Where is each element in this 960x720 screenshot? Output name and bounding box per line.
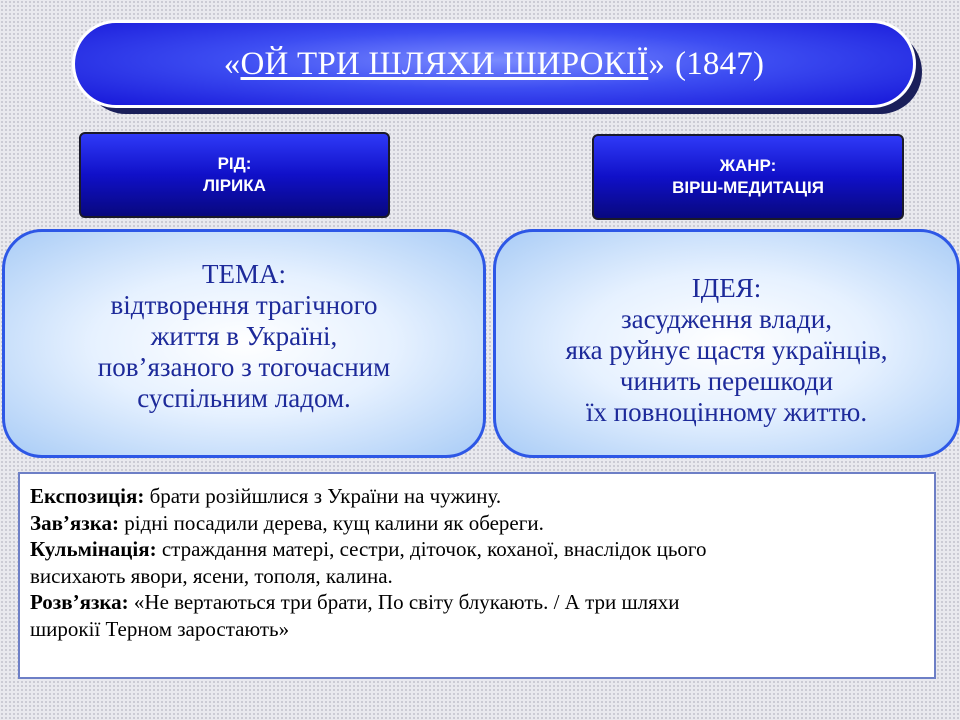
genus-label: РІД: — [217, 154, 252, 173]
climax-term: Кульмінація: — [30, 537, 157, 561]
complication-line — [30, 510, 934, 537]
climax-text: страждання матері, сестри, діточок, коханої, внаслідок цього — [156, 537, 707, 561]
theme-line: суспільним ладом. — [137, 383, 351, 413]
plot-structure-box — [18, 472, 936, 679]
title-year: (1847) — [675, 45, 765, 82]
title-banner — [72, 20, 916, 108]
genus-box — [79, 132, 390, 218]
idea-line: їх повноцінному життю. — [585, 397, 868, 427]
exposition-text: брати розійшлися з України на чужину. — [144, 484, 502, 508]
genre-label: ЖАНР: — [719, 156, 777, 175]
complication-text: рідні посадили дерева, кущ калини як обереги. — [119, 510, 544, 535]
resolution-line-cont: широкії Терном заростають» — [30, 616, 290, 641]
theme-heading: ТЕМА: — [202, 259, 286, 289]
resolution-term: Розв’язка: — [30, 590, 129, 614]
exposition-term: Експозиція: — [30, 484, 145, 508]
exposition-line — [30, 483, 934, 510]
title-close-quote: » — [648, 45, 666, 82]
idea-line: чинить перешкоди — [619, 366, 834, 396]
climax-line-cont: висихають явори, ясени, тополя, калина. — [30, 563, 393, 588]
climax-line — [30, 536, 934, 563]
resolution-line — [30, 589, 934, 616]
theme-panel — [2, 229, 486, 458]
idea-line: яка руйнує щастя українців, — [565, 335, 888, 365]
genus-value: ЛІРИКА — [203, 176, 266, 195]
genre-box — [592, 134, 904, 220]
complication-term: Зав’язка: — [30, 510, 119, 535]
resolution-text: «Не вертаються три брати, По світу блукають. / А три шляхи — [128, 590, 680, 614]
genre-value: ВІРШ-МЕДИТАЦІЯ — [672, 178, 824, 197]
theme-line: життя в Україні, — [150, 321, 338, 351]
idea-heading: ІДЕЯ: — [691, 273, 762, 303]
theme-line: пов’язаного з тогочасним — [97, 352, 391, 382]
theme-line: відтворення трагічного — [110, 290, 378, 320]
idea-line: засудження влади, — [621, 304, 832, 334]
title-text: ОЙ ТРИ ШЛЯХИ ШИРОКІЇ — [240, 45, 649, 82]
idea-panel — [493, 229, 960, 458]
title-open-quote: « — [223, 45, 241, 82]
